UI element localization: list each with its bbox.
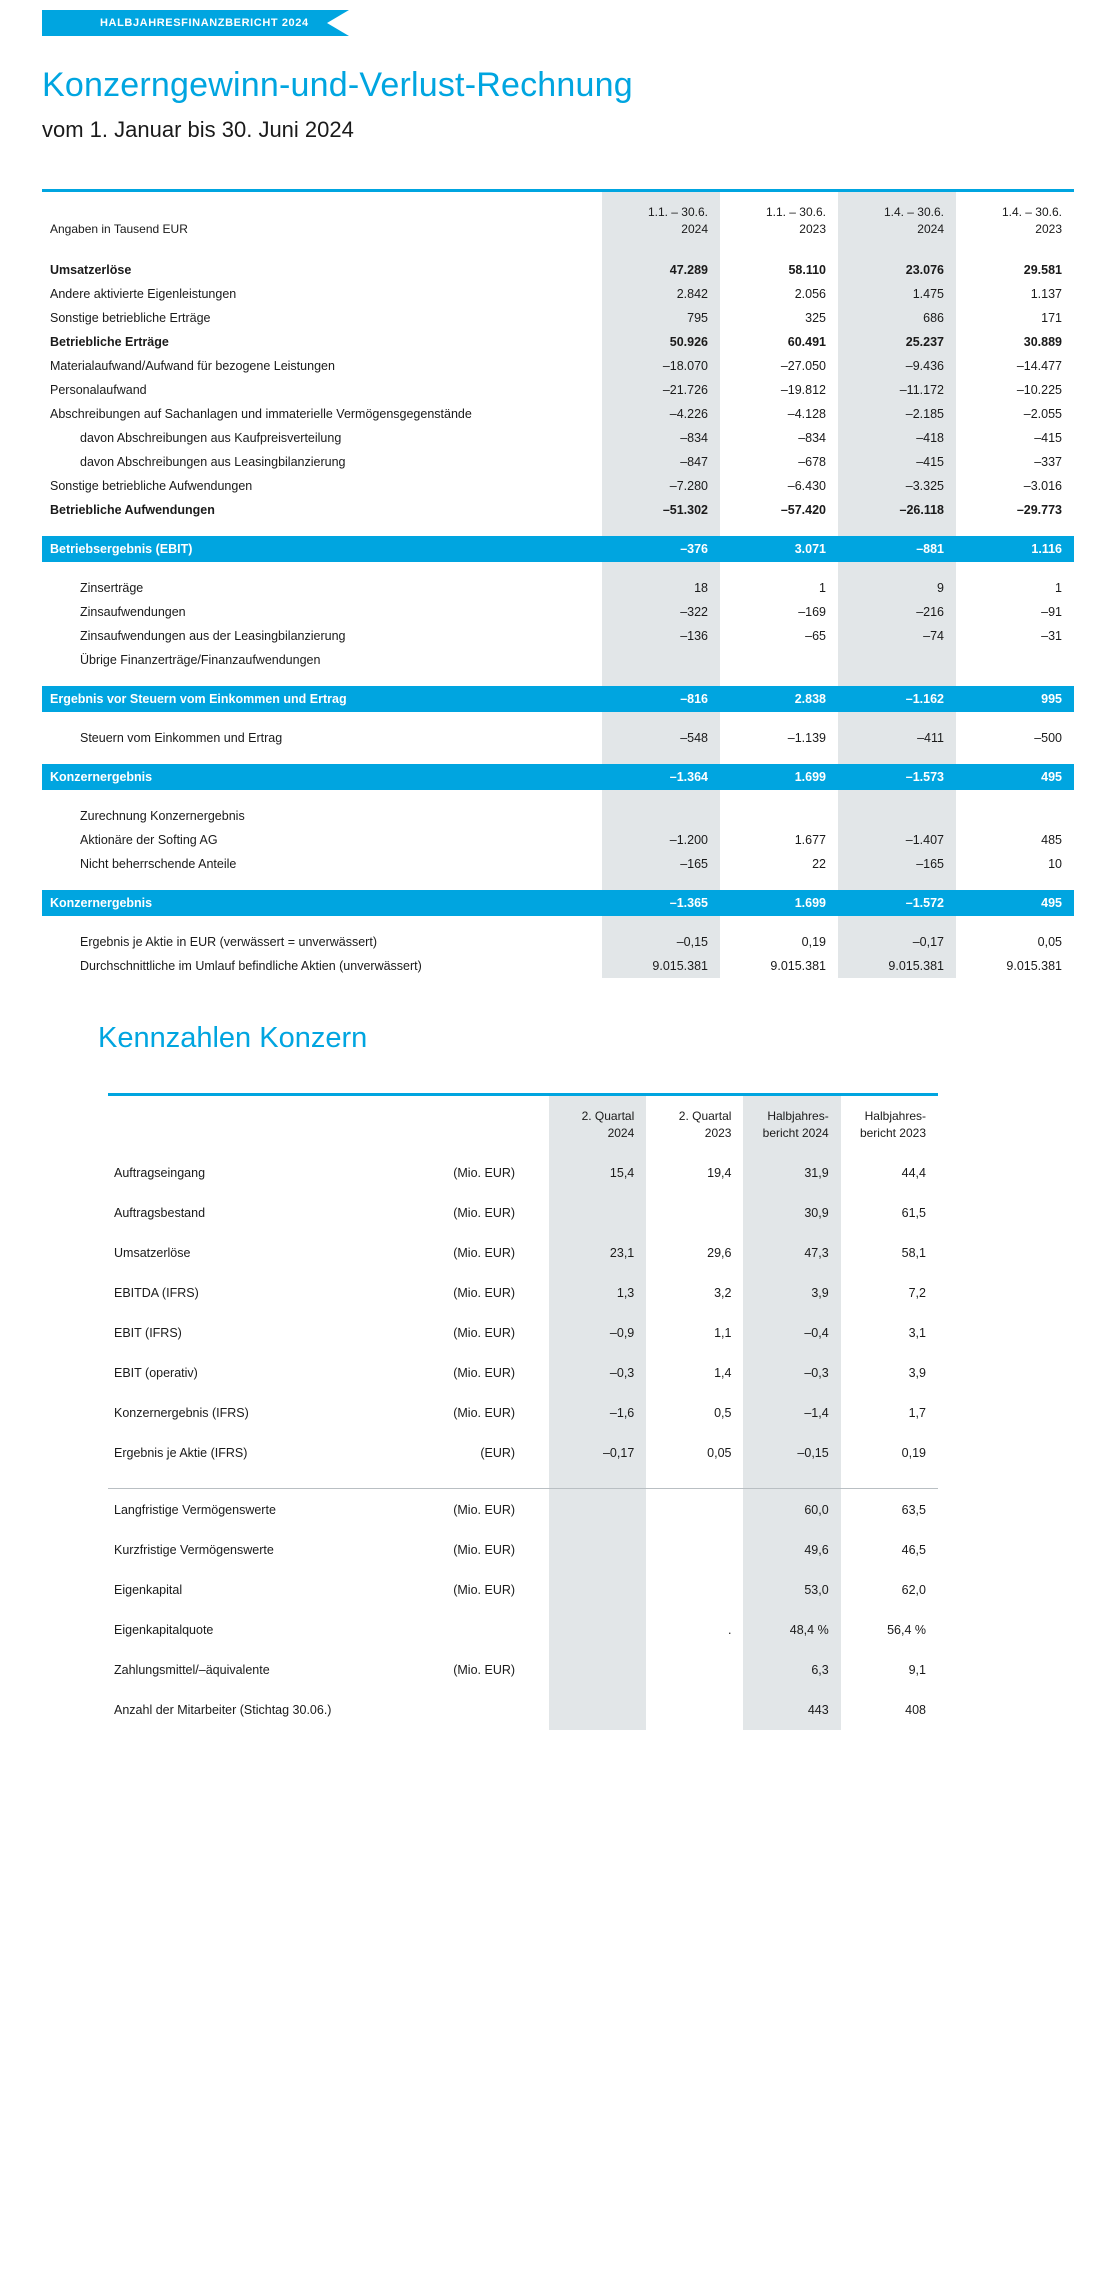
row-unit: (EUR)	[480, 1445, 516, 1460]
row-value	[646, 1490, 743, 1530]
row-value: –0,3	[549, 1353, 646, 1393]
row-value: –1.200	[602, 828, 720, 852]
row-unit: (Mio. EUR)	[453, 1582, 516, 1597]
row-label: Sonstige betriebliche Erträge	[50, 311, 211, 326]
row-value: 3,9	[743, 1273, 840, 1313]
row-value: 0,5	[714, 1405, 732, 1420]
row-value: 2.056	[794, 287, 826, 302]
row-value: –19.812	[780, 383, 826, 398]
table-row	[42, 930, 1074, 954]
row-value: –1.139	[787, 731, 826, 746]
row-value	[549, 1193, 646, 1233]
column-header: Halbjahres- bericht 2023	[859, 1108, 926, 1141]
row-value: –0,3	[743, 1353, 840, 1393]
row-value: .	[728, 1622, 732, 1637]
table-highlight-row	[42, 536, 1074, 562]
table-row	[108, 1433, 938, 1473]
row-label: Betriebliche Aufwendungen	[50, 503, 215, 518]
row-value: –816	[602, 686, 720, 712]
row-value: –0,17	[549, 1433, 646, 1473]
row-value	[549, 1490, 646, 1530]
row-value: –411	[838, 726, 956, 750]
row-value	[646, 1193, 743, 1233]
table-highlight-row	[42, 686, 1074, 712]
column-header: 1.4. – 30.6. 2023	[1001, 204, 1062, 236]
row-spacer	[108, 1473, 938, 1489]
row-value: –881	[838, 536, 956, 562]
row-value: –322	[602, 600, 720, 624]
page-subtitle: vom 1. Januar bis 30. Juni 2024	[42, 117, 354, 142]
row-value: –678	[798, 455, 826, 470]
row-value: 47,3	[743, 1233, 840, 1273]
column-header: 1.1. – 30.6. 2023	[765, 204, 826, 236]
kennzahlen-title: Kennzahlen Konzern	[98, 1022, 368, 1055]
row-value: –169	[798, 605, 826, 620]
row-value: –29.773	[1016, 503, 1062, 518]
table-row	[108, 1650, 938, 1690]
row-label: Umsatzerlöse	[114, 1245, 191, 1260]
table-row	[42, 576, 1074, 600]
row-value: 10	[1048, 857, 1062, 872]
row-value: 6,3	[743, 1650, 840, 1690]
row-value: –18.070	[602, 354, 720, 378]
row-value: –74	[838, 624, 956, 648]
row-label: Durchschnittliche im Umlauf befindliche Aktien (unverwässert)	[80, 959, 422, 974]
row-value: 48,4 %	[743, 1610, 840, 1650]
row-spacer	[42, 522, 1074, 536]
table-row	[42, 852, 1074, 876]
row-value	[549, 1650, 646, 1690]
row-value: 1,7	[908, 1405, 926, 1420]
row-value: 62,0	[901, 1582, 926, 1597]
row-value: –0,9	[549, 1313, 646, 1353]
row-value: 1,3	[549, 1273, 646, 1313]
table-row	[42, 828, 1074, 852]
row-value: 9.015.381	[1006, 959, 1062, 974]
table-row	[108, 1353, 938, 1393]
row-label: Ergebnis vor Steuern vom Einkommen und Ertrag	[42, 686, 602, 712]
row-value: 2.838	[720, 686, 838, 712]
row-value: –1,4	[743, 1393, 840, 1433]
row-value	[838, 804, 956, 828]
column-header: 2. Quartal 2023	[678, 1108, 732, 1141]
row-label: EBIT (operativ)	[114, 1365, 198, 1380]
table-row	[42, 450, 1074, 474]
page-title: Konzerngewinn-und-Verlust-Rechnung	[42, 66, 633, 104]
row-value: 1.475	[838, 282, 956, 306]
row-value: 1.677	[794, 833, 826, 848]
row-value: 1	[1055, 581, 1062, 596]
row-value: 3,9	[908, 1365, 926, 1380]
row-value: 50.926	[602, 330, 720, 354]
row-value: –1.364	[602, 764, 720, 790]
table-row	[42, 600, 1074, 624]
profit-loss-table	[42, 189, 1074, 978]
row-label: Zinsaufwendungen	[80, 605, 186, 620]
row-value: 9	[838, 576, 956, 600]
row-label: Zinsaufwendungen aus der Leasingbilanzierung	[80, 629, 346, 644]
row-unit	[409, 1690, 549, 1730]
row-value: –91	[1041, 605, 1062, 620]
table-row	[108, 1233, 938, 1273]
row-value: 58,1	[901, 1245, 926, 1260]
row-value: –1,6	[549, 1393, 646, 1433]
row-value: –376	[602, 536, 720, 562]
row-value: –27.050	[780, 359, 826, 374]
row-value: 0,05	[707, 1445, 732, 1460]
row-value: –337	[1034, 455, 1062, 470]
row-spacer	[42, 876, 1074, 890]
row-value: 1.137	[1030, 287, 1062, 302]
report-banner	[42, 10, 1116, 44]
table-header-row	[42, 194, 1074, 251]
row-value: 18	[602, 576, 720, 600]
row-value: 2.842	[602, 282, 720, 306]
row-value: 29,6	[707, 1245, 732, 1260]
row-value	[720, 804, 838, 828]
row-label: Zurechnung Konzernergebnis	[80, 809, 245, 824]
table-highlight-row	[42, 890, 1074, 916]
row-value: –1.407	[838, 828, 956, 852]
row-value: –834	[602, 426, 720, 450]
row-value: 53,0	[743, 1570, 840, 1610]
table-row	[42, 306, 1074, 330]
table-row	[42, 402, 1074, 426]
row-spacer	[42, 672, 1074, 686]
row-value: –10.225	[1016, 383, 1062, 398]
row-label: davon Abschreibungen aus Leasingbilanzierung	[80, 455, 346, 470]
row-label: Abschreibungen auf Sachanlagen und immaterielle Vermögensgegenstände	[50, 407, 472, 422]
row-spacer	[42, 250, 1074, 258]
row-value	[646, 1530, 743, 1570]
table-row	[108, 1313, 938, 1353]
table-row	[108, 1530, 938, 1570]
kennzahlen-header-row	[108, 1098, 938, 1153]
row-value: –0,15	[743, 1433, 840, 1473]
row-value: –7.280	[602, 474, 720, 498]
unit-label: Angaben in Tausend EUR	[50, 221, 188, 236]
row-value: 60.491	[787, 335, 826, 350]
table-row	[42, 258, 1074, 282]
table-row	[42, 648, 1074, 672]
row-value: –165	[602, 852, 720, 876]
row-label: Konzernergebnis	[42, 764, 602, 790]
row-label: Steuern vom Einkommen und Ertrag	[80, 731, 283, 746]
row-label: EBITDA (IFRS)	[114, 1285, 199, 1300]
row-value	[549, 1570, 646, 1610]
column-header: 2. Quartal 2024	[549, 1098, 646, 1153]
row-value: –31	[1041, 629, 1062, 644]
row-spacer	[42, 712, 1074, 726]
profit-loss-table-wrap	[42, 189, 1074, 978]
row-label: Andere aktivierte Eigenleistungen	[50, 287, 237, 302]
row-value: 171	[1041, 311, 1062, 326]
row-spacer	[42, 750, 1074, 764]
row-value: –0,15	[602, 930, 720, 954]
row-label: Konzernergebnis (IFRS)	[114, 1405, 249, 1420]
row-value: 30,9	[743, 1193, 840, 1233]
row-value: 408	[905, 1702, 926, 1717]
row-value: 495	[956, 764, 1074, 790]
row-spacer	[42, 790, 1074, 804]
table-row	[42, 378, 1074, 402]
row-value	[602, 648, 720, 672]
row-value: –0,4	[743, 1313, 840, 1353]
row-value: 56,4 %	[887, 1622, 926, 1637]
row-value: –1.162	[838, 686, 956, 712]
row-value: 60,0	[743, 1490, 840, 1530]
row-unit: (Mio. EUR)	[453, 1165, 516, 1180]
table-row	[108, 1193, 938, 1233]
row-value: 9.015.381	[838, 954, 956, 978]
row-unit: (Mio. EUR)	[453, 1365, 516, 1380]
row-label: Zahlungsmittel/–äquivalente	[114, 1662, 270, 1677]
banner-arrow-shape	[327, 10, 349, 36]
row-value	[956, 648, 1074, 672]
row-value: 1,1	[714, 1325, 732, 1340]
row-label: Ergebnis je Aktie (IFRS)	[114, 1445, 248, 1460]
table-row	[42, 354, 1074, 378]
row-value: –9.436	[838, 354, 956, 378]
column-header: 1.1. – 30.6. 2024	[602, 194, 720, 251]
row-value: –847	[602, 450, 720, 474]
row-value: –4.128	[787, 407, 826, 422]
row-value: –415	[1034, 431, 1062, 446]
row-value: 9.015.381	[602, 954, 720, 978]
row-value	[956, 804, 1074, 828]
row-label: Auftragseingang	[114, 1165, 206, 1180]
row-value: –3.325	[838, 474, 956, 498]
row-label: Sonstige betriebliche Aufwendungen	[50, 479, 253, 494]
row-value: 61,5	[901, 1205, 926, 1220]
table-row	[108, 1570, 938, 1610]
row-value: 63,5	[901, 1502, 926, 1517]
row-value: 495	[956, 890, 1074, 916]
row-value: 443	[743, 1690, 840, 1730]
table-row	[108, 1153, 938, 1193]
row-unit: (Mio. EUR)	[453, 1285, 516, 1300]
row-value: 58.110	[788, 263, 826, 278]
row-value: –65	[805, 629, 826, 644]
row-value: 47.289	[602, 258, 720, 282]
row-label: Aktionäre der Softing AG	[80, 833, 218, 848]
column-header: Halbjahres- bericht 2024	[743, 1098, 840, 1153]
row-value: 49,6	[743, 1530, 840, 1570]
row-value: 44,4	[901, 1165, 926, 1180]
row-label: Nicht beherrschende Anteile	[80, 857, 237, 872]
row-value: –21.726	[602, 378, 720, 402]
row-label: Konzernergebnis	[42, 890, 602, 916]
row-label: Umsatzerlöse	[50, 263, 132, 278]
row-value: 1,4	[714, 1365, 732, 1380]
row-label: Personalaufwand	[50, 383, 147, 398]
row-value: 31,9	[743, 1153, 840, 1193]
kennzahlen-table	[108, 1093, 938, 1729]
row-label: Anzahl der Mitarbeiter (Stichtag 30.06.)	[114, 1702, 332, 1717]
row-value: 3,2	[714, 1285, 732, 1300]
row-value: 9,1	[908, 1662, 926, 1677]
row-label: Ergebnis je Aktie in EUR (verwässert = unverwässert)	[80, 935, 377, 950]
row-value: 1.699	[720, 764, 838, 790]
row-value: 325	[805, 311, 826, 326]
row-value	[646, 1690, 743, 1730]
row-label: EBIT (IFRS)	[114, 1325, 182, 1340]
column-header: 1.4. – 30.6. 2024	[838, 194, 956, 251]
table-highlight-row	[42, 764, 1074, 790]
row-value: –11.172	[838, 378, 956, 402]
row-value: 46,5	[901, 1542, 926, 1557]
row-label: Eigenkapitalquote	[114, 1622, 214, 1637]
row-value: 0,05	[1037, 935, 1062, 950]
row-value: –0,17	[838, 930, 956, 954]
row-value: –2.055	[1023, 407, 1062, 422]
row-label: Auftragsbestand	[114, 1205, 206, 1220]
row-value: –6.430	[787, 479, 826, 494]
report-banner-label: HALBJAHRESFINANZBERICHT 2024	[42, 10, 327, 36]
row-unit: (Mio. EUR)	[453, 1245, 516, 1260]
row-value: –1.365	[602, 890, 720, 916]
row-label: Materialaufwand/Aufwand für bezogene Leistungen	[50, 359, 335, 374]
row-value: 15,4	[549, 1153, 646, 1193]
row-value: –834	[798, 431, 826, 446]
row-value: 23,1	[549, 1233, 646, 1273]
table-row	[42, 624, 1074, 648]
table-row	[108, 1610, 938, 1650]
row-value: 1	[819, 581, 826, 596]
kennzahlen-table-wrap	[108, 1093, 1116, 1729]
row-value: –165	[838, 852, 956, 876]
row-value: 22	[812, 857, 826, 872]
row-value: –14.477	[1016, 359, 1062, 374]
row-value: 995	[956, 686, 1074, 712]
row-value: –2.185	[838, 402, 956, 426]
row-value: 1.699	[720, 890, 838, 916]
row-value: –548	[602, 726, 720, 750]
row-value: 1.116	[956, 536, 1074, 562]
table-row	[42, 954, 1074, 978]
table-row	[108, 1490, 938, 1530]
row-label: Zinserträge	[80, 581, 144, 596]
row-value: –3.016	[1023, 479, 1062, 494]
table-row	[42, 426, 1074, 450]
row-value: 485	[1041, 833, 1062, 848]
row-value: –136	[602, 624, 720, 648]
row-value: 795	[602, 306, 720, 330]
table-row	[42, 474, 1074, 498]
row-value	[720, 648, 838, 672]
row-unit: (Mio. EUR)	[453, 1405, 516, 1420]
table-row	[42, 804, 1074, 828]
table-row	[42, 330, 1074, 354]
row-value	[549, 1610, 646, 1650]
row-value	[602, 804, 720, 828]
row-label: Langfristige Vermögenswerte	[114, 1502, 276, 1517]
table-row	[42, 726, 1074, 750]
row-unit: (Mio. EUR)	[453, 1205, 516, 1220]
row-value: 3.071	[720, 536, 838, 562]
row-value: –415	[838, 450, 956, 474]
row-value: –4.226	[602, 402, 720, 426]
row-value	[549, 1530, 646, 1570]
row-value: 0,19	[801, 935, 826, 950]
row-value: 25.237	[838, 330, 956, 354]
row-value: –1.572	[838, 890, 956, 916]
row-label: Betriebsergebnis (EBIT)	[42, 536, 602, 562]
row-value	[549, 1690, 646, 1730]
row-value	[646, 1570, 743, 1610]
table-row	[108, 1273, 938, 1313]
row-value: 9.015.381	[770, 959, 826, 974]
row-unit: (Mio. EUR)	[453, 1542, 516, 1557]
table-row	[42, 282, 1074, 306]
document-page	[0, 10, 1116, 2282]
row-unit: (Mio. EUR)	[453, 1325, 516, 1340]
row-unit: (Mio. EUR)	[453, 1662, 516, 1677]
row-value: 3,1	[908, 1325, 926, 1340]
row-label: Übrige Finanzerträge/Finanzaufwendungen	[80, 653, 321, 668]
row-spacer	[42, 916, 1074, 930]
row-value	[838, 648, 956, 672]
row-value: –500	[1034, 731, 1062, 746]
table-row	[108, 1393, 938, 1433]
row-value: –51.302	[602, 498, 720, 522]
row-value: 29.581	[1023, 263, 1062, 278]
row-value: 686	[838, 306, 956, 330]
row-unit: (Mio. EUR)	[453, 1502, 516, 1517]
row-unit	[409, 1610, 549, 1650]
row-label: Kurzfristige Vermögenswerte	[114, 1542, 274, 1557]
row-value	[646, 1650, 743, 1690]
row-spacer	[42, 562, 1074, 576]
row-value: –418	[838, 426, 956, 450]
table-row	[108, 1690, 938, 1730]
row-label: Eigenkapital	[114, 1582, 183, 1597]
row-value: 23.076	[838, 258, 956, 282]
row-value: 19,4	[707, 1165, 732, 1180]
table-row	[42, 498, 1074, 522]
row-value: 0,19	[901, 1445, 926, 1460]
row-label: davon Abschreibungen aus Kaufpreisverteilung	[80, 431, 342, 446]
row-value: 30.889	[1023, 335, 1062, 350]
row-value: 7,2	[908, 1285, 926, 1300]
row-value: –26.118	[838, 498, 956, 522]
row-value: –216	[838, 600, 956, 624]
row-label: Betriebliche Erträge	[50, 335, 169, 350]
row-value: –57.420	[780, 503, 826, 518]
row-value: –1.573	[838, 764, 956, 790]
